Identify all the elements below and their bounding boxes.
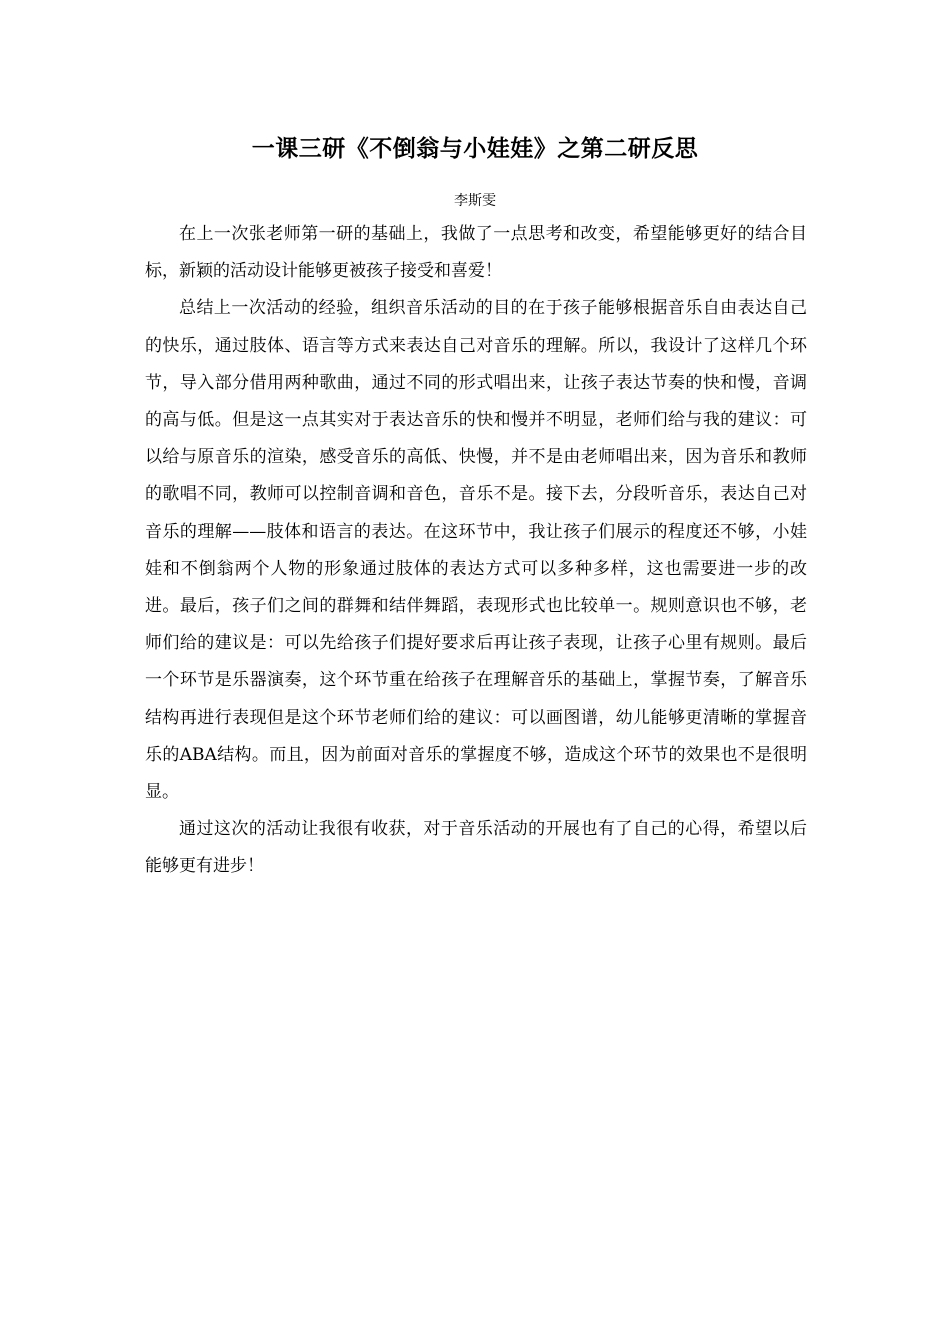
paragraph: 通过这次的活动让我很有收获，对于音乐活动的开展也有了自己的心得，希望以后能够更有进步！ [145,819,807,877]
paragraph: 在上一次张老师第一研的基础上，我做了一点思考和改变，希望能够更好的结合目标，新颖的活动设计能够更被孩子接受和喜爱！ [145,224,807,282]
document-title: 一课三研《不倒翁与小娃娃》之第二研反思 [251,135,699,162]
document-body [145,216,807,886]
paragraph: 总结上一次活动的经验，组织音乐活动的目的在于孩子能够根据音乐自由表达自己的快乐，通过肢体、语言等方式来表达自己对音乐的理解。所以，我设计了这样几个环节，导入部分借用两种歌曲，通过不同的形式唱出来，让孩子表达节奏的快和慢，音调的高与低。但是这一点其实对于表达音乐的快和慢并不明显，老师们给与我的建议：可以给与原音乐的渲染，感受音乐的高低、快慢，并不是由老师唱出来，因为音乐和教师的歌唱不同，教师可以控制音调和音色，音乐不是。接下去，分段听音乐，表达自己对音乐的理解——肢体和语言的表达。在这环节中，我让孩子们展示的程度还不够，小娃娃和不倒翁两个人物的形象通过肢体的表达方式可以多种多样，这也需要进一步的改进。最后，孩子们之间的群舞和结伴舞蹈，表现形式也比较单一。规则意识也不够，老师们给的建议是：可以先给孩子们提好要求后再让孩子表现，让孩子心里有规则。最后一个环节是乐器演奏，这个环节重在给孩子在理解音乐的基础上，掌握节奏，了解音乐结构再进行表现但是这个环节老师们给的建议：可以画图谱，幼儿能够更清晰的掌握音乐的ABA结构。而且，因为前面对音乐的掌握度不够，造成这个环节的效果也不是很明显。 [145,298,807,803]
document-author: 李斯雯 [454,193,496,209]
